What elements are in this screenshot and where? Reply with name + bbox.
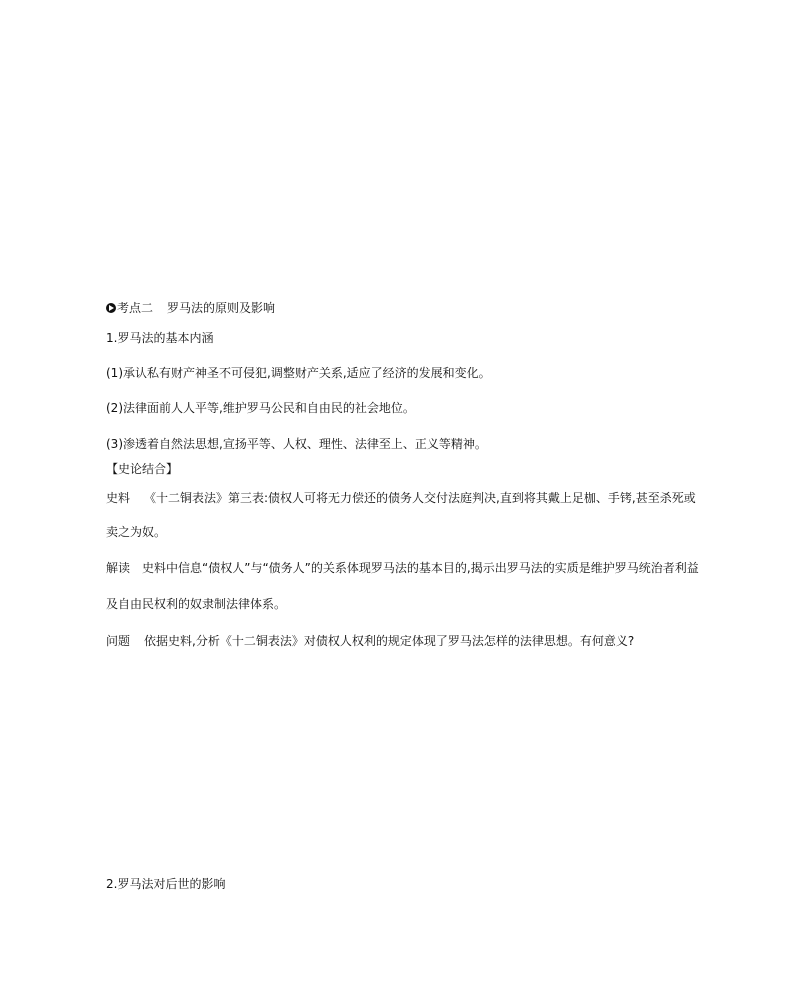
- section-label: 考点二: [117, 301, 154, 315]
- section-heading: [106, 300, 275, 316]
- point-2: (2)法律面前人人平等,维护罗马公民和自由民的社会地位。: [106, 401, 415, 415]
- interpretation-label: 解读: [106, 561, 131, 575]
- combo-heading: 【史论结合】: [106, 462, 179, 476]
- circle-play-icon: [106, 303, 116, 313]
- point-3: (3)渗透着自然法思想,宣扬平等、人权、理性、法律至上、正义等精神。: [106, 437, 487, 451]
- subheading-influence: 2.罗马法对后世的影响: [106, 877, 226, 891]
- question-line: [106, 633, 634, 649]
- material-text-1: 《十二铜表法》第三表:债权人可将无力偿还的债务人交付法庭判决,直到将其戴上足枷、手铐,甚至杀死或: [144, 491, 696, 505]
- section-title: 罗马法的原则及影响: [167, 301, 276, 315]
- material-label: 史料: [106, 491, 131, 505]
- interpretation-line-1: [106, 560, 699, 576]
- subheading-basic-content: 1.罗马法的基本内涵: [106, 331, 214, 345]
- question-text: 依据史料,分析《十二铜表法》对债权人权利的规定体现了罗马法怎样的法律思想。有何意义?: [144, 634, 635, 648]
- question-label: 问题: [106, 634, 131, 648]
- material-line-1: [106, 490, 696, 506]
- interpretation-text-1: 史料中信息“债权人”与“债务人”的关系体现罗马法的基本目的,揭示出罗马法的实质是维护罗马统治者利益: [142, 561, 699, 575]
- interpretation-line-2: 及自由民权利的奴隶制法律体系。: [106, 597, 287, 611]
- material-line-2: 卖之为奴。: [106, 525, 167, 539]
- point-1: (1)承认私有财产神圣不可侵犯,调整财产关系,适应了经济的发展和变化。: [106, 366, 491, 380]
